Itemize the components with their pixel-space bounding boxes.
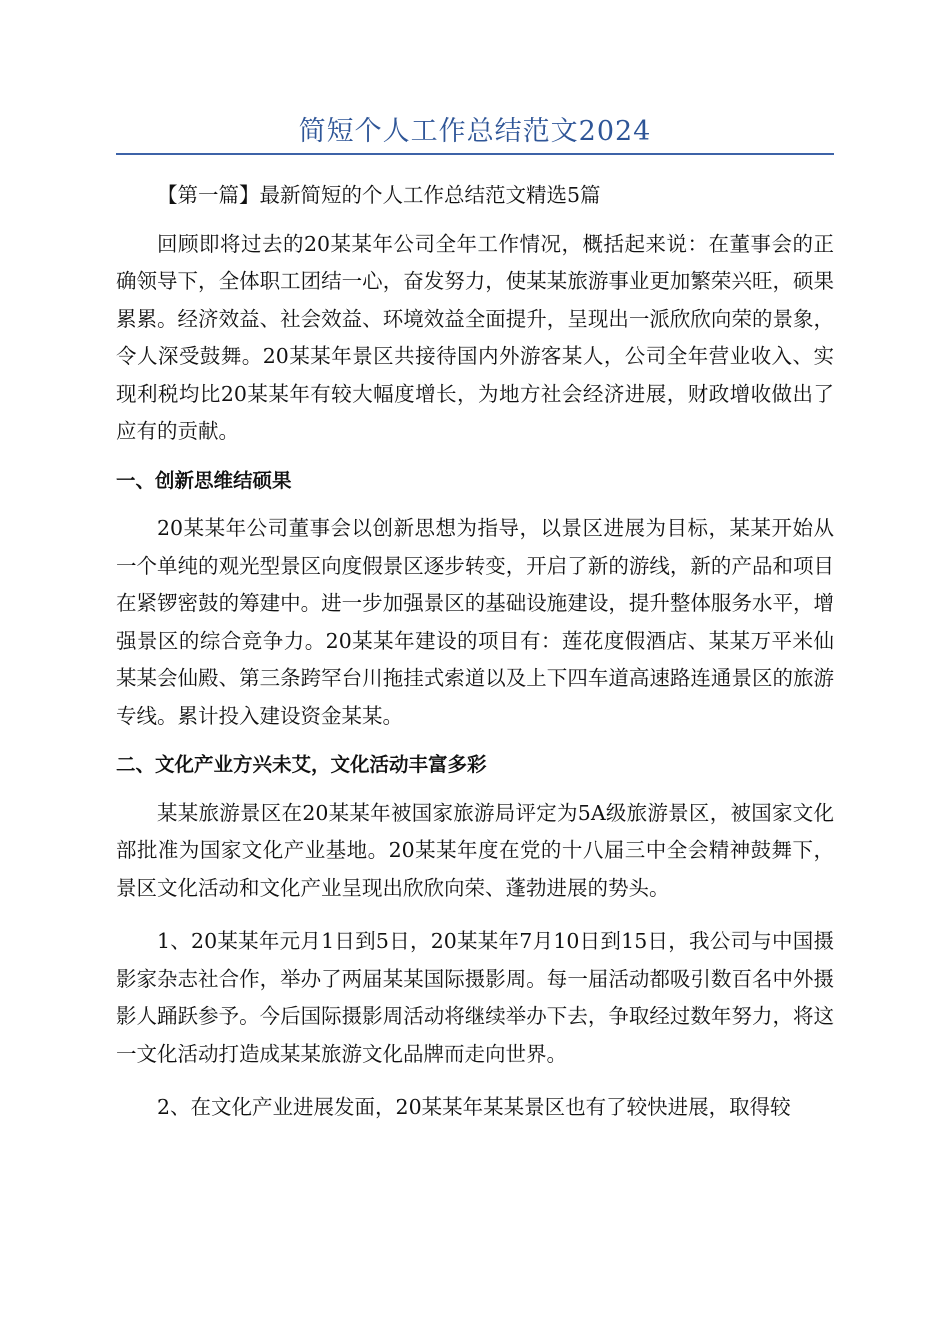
list-item-2: 2、在文化产业进展发面，20某某年某某景区也有了较快进展，取得较 bbox=[157, 1095, 791, 1119]
spacer bbox=[116, 451, 834, 462]
title-underline bbox=[116, 153, 834, 155]
list-item-1: 1、20某某年元月1日到5日，20某某年7月10日到15日，我公司与中国摄影家杂志社合作，举办了两届某某国际摄影周。每一届活动都吸引数百名中外摄影人踊跃参予。今后国际摄影周活动将继续举办下去，争取经过数年努力，将这一文化活动打造成某某旅游文化品牌而走向世界。 bbox=[116, 929, 834, 1066]
document-title: 简短个人工作总结范文2024 bbox=[298, 116, 652, 147]
section-1-paragraph: 20某某年公司董事会以创新思想为指导，以景区进展为目标，某某开始从一个单纯的观光型景区向度假景区逐步转变，开启了新的游线，新的产品和项目在紧锣密鼓的筹建中。进一步加强景区的基础设施建设，提升整体服务水平，增强景区的综合竞争力。20某某年建设的项目有：莲花度假酒店、某某万平米仙某某会仙殿、第三条跨罕台川拖挂式索道以及上下四车道高速路连通景区的旅游专线。累计投入建设资金某某。 bbox=[116, 516, 834, 728]
intro-paragraph: 回顾即将过去的20某某年公司全年工作情况，概括起来说：在董事会的正确领导下，全体职工团结一心，奋发努力，使某某旅游事业更加繁荣兴旺，硕果累累。经济效益、社会效益、环境效益全面提升，呈现出一派欣欣向荣的景象，令人深受鼓舞。20某某年景区共接待国内外游客某人，公司全年营业收入、实现利税均比20某某年有较大幅度增长，为地方社会经济进展，财政增收做出了应有的贡献。 bbox=[116, 231, 834, 443]
document-body bbox=[116, 177, 834, 1127]
spacer bbox=[116, 499, 834, 510]
section-heading-1: 一、创新思维结硕果 bbox=[116, 468, 292, 492]
spacer bbox=[116, 735, 834, 746]
section-heading-2: 二、文化产业方兴未艾，文化活动丰富多彩 bbox=[116, 753, 487, 776]
subtitle: 【第一篇】最新简短的个人工作总结范文精选5篇 bbox=[157, 183, 601, 207]
spacer bbox=[116, 784, 834, 795]
section-2-paragraph: 某某旅游景区在20某某年被国家旅游局评定为5A级旅游景区，被国家文化部批准为国家文化产业基地。20某某年度在党的十八届三中全会精神鼓舞下，景区文化活动和文化产业呈现出欣欣向荣、蓬勃进展的势头。 bbox=[116, 800, 834, 900]
spacer bbox=[116, 1073, 834, 1089]
spacer bbox=[116, 907, 834, 923]
